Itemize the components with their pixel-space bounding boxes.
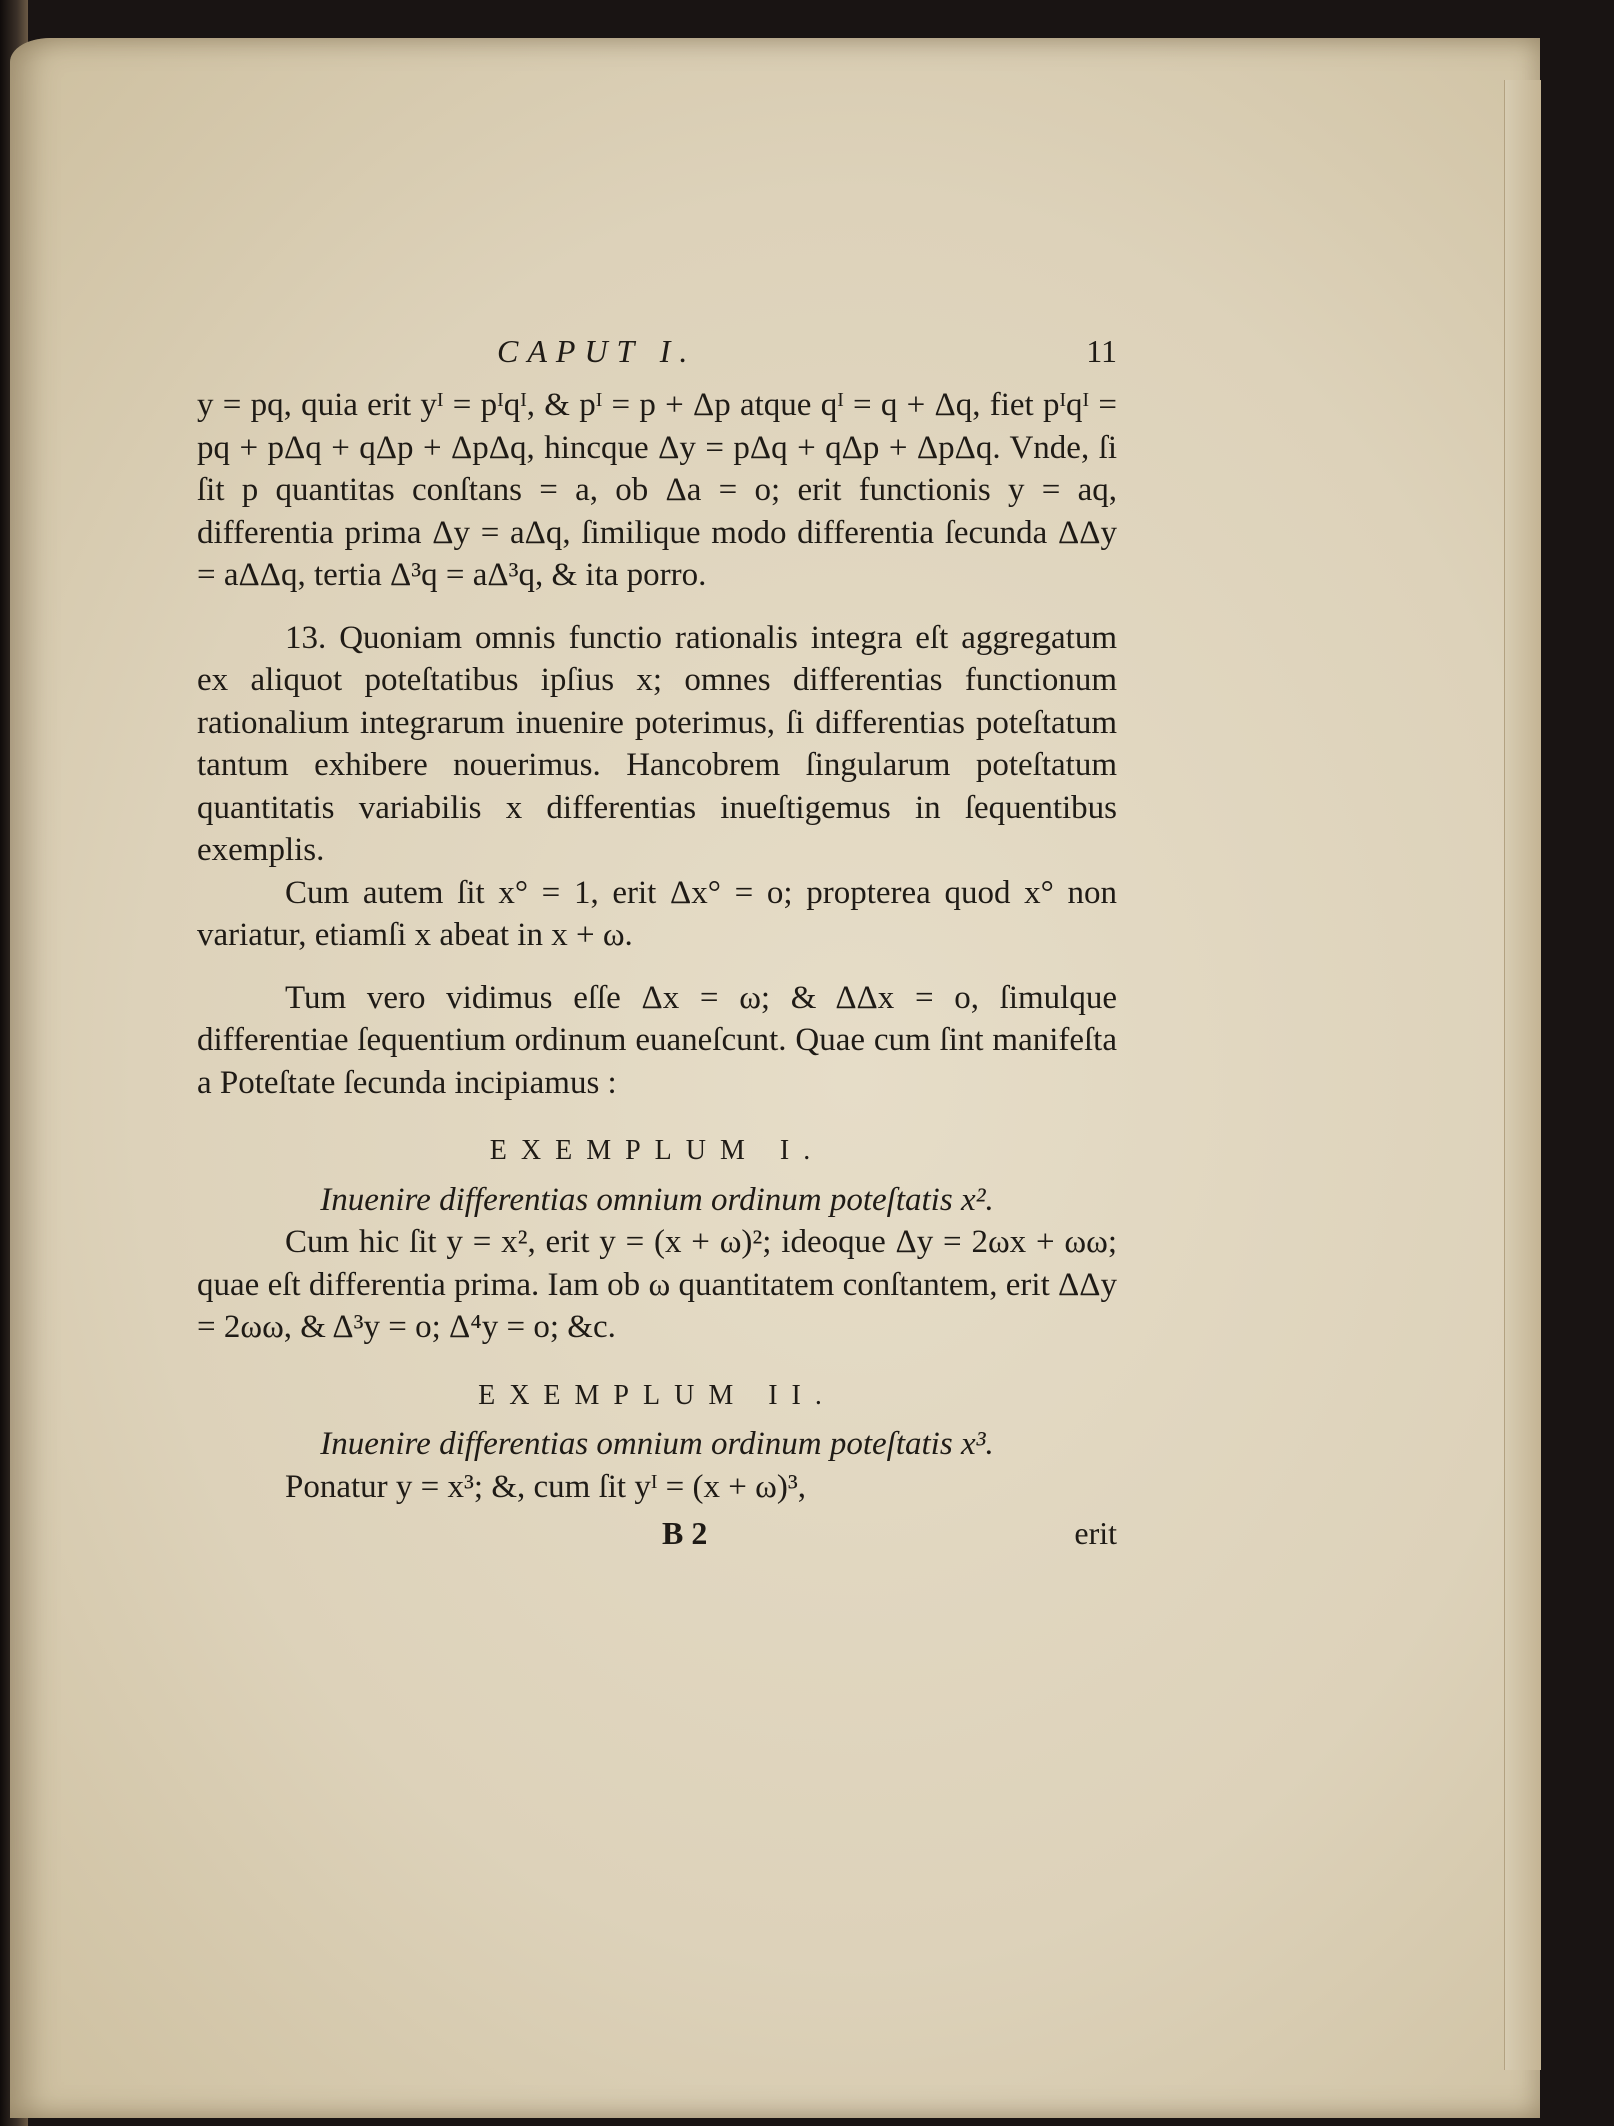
example-1-heading: EXEMPLUM I. <box>489 1135 825 1166</box>
page-header <box>197 330 1117 382</box>
running-title: CAPUT I. <box>497 333 697 369</box>
page-footer <box>197 1512 1117 1556</box>
example-2-heading: EXEMPLUM II. <box>478 1379 836 1411</box>
example-1-body: Cum hic ſit y = x², erit y = (x + ω)²; ideoque Δy = 2ωx + ωω; quae eſt differentia prima. Iam ob ω quantitatem conſtantem, erit ΔΔy = 2ωω, & Δ³y = o; Δ⁴y = o; &c. <box>197 1224 1117 1345</box>
paragraph-x-zero: Cum autem ſit x° = 1, erit Δx° = o; propterea quod x° non variatur, etiamſi x abeat in x + ω. <box>197 874 1117 953</box>
catchword: erit <box>1074 1515 1117 1551</box>
signature-mark: B 2 <box>662 1515 708 1551</box>
paragraph-13: 13. Quoniam omnis functio rationalis integra eſt aggregatum ex aliquot poteſtatibus ipſius x; omnes differentias functionum rationalium integrarum inuenire poterimus, ſi differentias poteſtatum tantum exhibere nouerimus. Hancobrem ſingularum poteſtatum quantitatis variabilis x differentias inueſtigemus in ſequentibus exemplis. <box>197 619 1117 868</box>
example-2-task: Inuenire differentias omnium ordinum poteſtatis x³. <box>320 1426 994 1462</box>
page-number: 11 <box>1086 333 1117 369</box>
page-text-block <box>197 330 1117 1556</box>
paragraph-first-power: Tum vero vidimus eſſe Δx = ω; & ΔΔx = o, ſimulque differentiae ſequentium ordinum euaneſcunt. Quae cum ſint manifeſta a Poteſtate ſecunda incipiamus : <box>197 979 1117 1101</box>
example-1-task: Inuenire differentias omnium ordinum poteſtatis x². <box>320 1181 994 1218</box>
example-2-body: Ponatur y = x³; &, cum ſit yᴵ = (x + ω)³, <box>285 1468 806 1505</box>
paragraph-continued: y = pq, quia erit yᴵ = pᴵqᴵ, & pᴵ = p + Δp atque qᴵ = q + Δq, fiet pᴵqᴵ = pq + pΔq + qΔp + ΔpΔq, hincque Δy = pΔq + qΔp + ΔpΔq. Vnde, ſi ſit p quantitas conſtans = a, ob Δa = o; erit functionis y = aq, differentia prima Δy = aΔq, ſimilique modo differentia ſecunda ΔΔy = aΔΔq, tertia Δ³q = aΔ³q, & ita porro. <box>197 387 1117 593</box>
page-edge <box>1504 80 1541 2070</box>
